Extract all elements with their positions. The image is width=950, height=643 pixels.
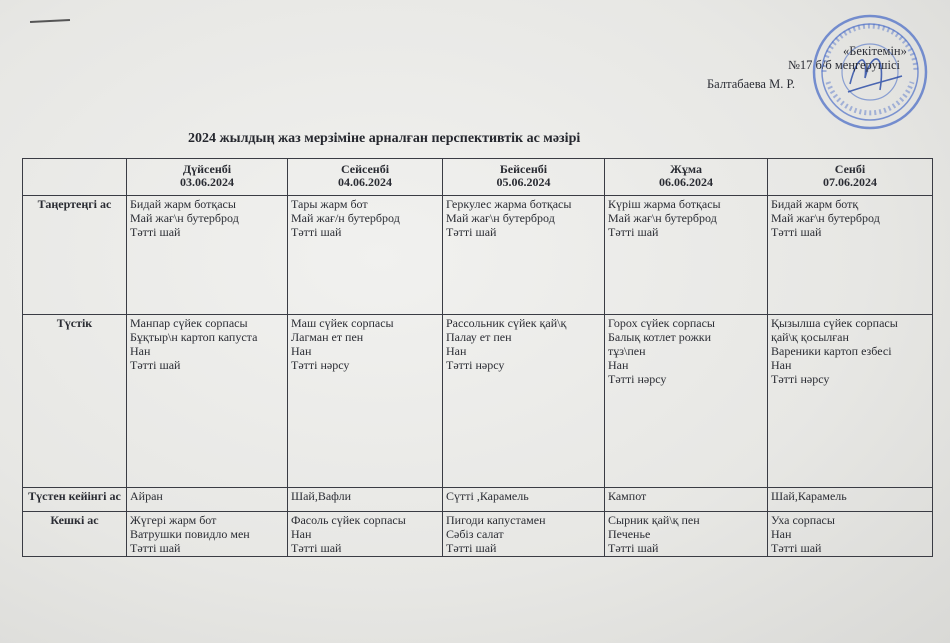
dish-item: Қызылша сүйек сорпасы <box>771 316 898 330</box>
dish-item: Кампот <box>608 489 647 503</box>
dish-item: Май жағ/н бутерброд <box>291 211 400 225</box>
menu-cell <box>127 196 288 315</box>
pen-mark <box>30 19 70 23</box>
dish-item: Жүгері жарм бот <box>130 513 217 527</box>
dish-item: Тәтті нәрсу <box>608 372 667 386</box>
dish-item: Сырник қай\қ пен <box>608 513 700 527</box>
document-title: 2024 жылдың жаз мерзіміне арналған перспективтік ас мәзірі <box>188 131 581 146</box>
dish-item: Тәтті шай <box>771 541 822 555</box>
menu-cell <box>443 315 605 488</box>
dish-item: Балық котлет рожки <box>608 330 712 344</box>
table-row <box>23 196 933 315</box>
dish-item: Уха сорпасы <box>771 513 835 527</box>
dish-item: Шай,Карамель <box>771 489 847 503</box>
menu-cell <box>768 315 933 488</box>
dish-item: Тәтті шай <box>771 225 822 239</box>
dish-item: Бұқтыр\н картоп капуста <box>130 330 258 344</box>
dish-item: Тәтті шай <box>130 541 181 555</box>
dish-item: Тәтті шай <box>291 541 342 555</box>
menu-cell <box>127 512 288 557</box>
dish-item: Тәтті шай <box>291 225 342 239</box>
dish-item: тұз\пен <box>608 344 646 358</box>
dish-item: Тәтті нәрсу <box>446 358 505 372</box>
header-corner-cell <box>23 159 127 196</box>
menu-cell <box>605 315 768 488</box>
dish-item: Нан <box>291 344 312 358</box>
meal-label: Түстен кейінгі ас <box>23 488 127 512</box>
dish-item: Нан <box>291 527 312 541</box>
dish-item: Тәтті шай <box>608 225 659 239</box>
dish-item: Айран <box>130 489 163 503</box>
dish-item: Пигоди капустамен <box>446 513 546 527</box>
dish-item: Бидай жарм ботқ <box>771 197 859 211</box>
menu-cell <box>768 488 933 512</box>
day-header: Сейсенбі 04.06.2024 <box>288 159 443 196</box>
menu-cell <box>127 315 288 488</box>
approval-name: Балтабаева М. Р. <box>707 77 795 91</box>
dish-item: Ватрушки повидло мен <box>130 527 250 541</box>
dish-item: Рассольник сүйек қай\қ <box>446 316 567 330</box>
dish-item: Нан <box>130 344 151 358</box>
approval-position: №17 б/б меңгерушісі <box>788 58 900 72</box>
menu-cell <box>768 196 933 315</box>
menu-cell <box>443 488 605 512</box>
dish-item: Нан <box>446 344 467 358</box>
approval-heading: «Бекітемін» <box>843 44 907 58</box>
dish-item: Май жағ\н бутерброд <box>771 211 880 225</box>
menu-cell <box>768 512 933 557</box>
menu-cell <box>288 488 443 512</box>
menu-cell <box>605 512 768 557</box>
dish-item: Тәтті шай <box>130 358 181 372</box>
meal-label: Кешкі ас <box>23 512 127 557</box>
dish-item: Фасоль сүйек сорпасы <box>291 513 406 527</box>
dish-item: Палау ет пен <box>446 330 512 344</box>
dish-item: Нан <box>771 527 792 541</box>
dish-item: Манпар сүйек сорпасы <box>130 316 248 330</box>
dish-item: Тәтті шай <box>446 541 497 555</box>
dish-item: Шай,Вафли <box>291 489 352 503</box>
dish-item: Лагман ет пен <box>291 330 364 344</box>
dish-item: Тәтті шай <box>130 225 181 239</box>
day-header: Сенбі 07.06.2024 <box>768 159 933 196</box>
menu-cell <box>127 488 288 512</box>
table-row <box>23 512 933 557</box>
dish-item: Нан <box>608 358 629 372</box>
dish-item: Тәтті шай <box>608 541 659 555</box>
menu-cell <box>443 196 605 315</box>
day-header: Бейсенбі 05.06.2024 <box>443 159 605 196</box>
meal-label: Түстік <box>23 315 127 488</box>
dish-item: Сәбіз салат <box>446 527 504 541</box>
dish-item: Май жағ\н бутерброд <box>130 211 239 225</box>
table-row <box>23 315 933 488</box>
dish-item: Маш сүйек сорпасы <box>291 316 394 330</box>
table-row <box>23 488 933 512</box>
dish-item: Тәтті шай <box>446 225 497 239</box>
day-header: Жұма 06.06.2024 <box>605 159 768 196</box>
menu-cell <box>288 315 443 488</box>
dish-item: Тәтті нәрсу <box>291 358 350 372</box>
dish-item: Май жағ\н бутерброд <box>446 211 555 225</box>
dish-item: Печенье <box>608 527 651 541</box>
table-header-row <box>23 159 933 196</box>
menu-cell <box>288 196 443 315</box>
menu-cell <box>605 488 768 512</box>
menu-table <box>22 158 933 557</box>
dish-item: Бидай жарм ботқасы <box>130 197 236 211</box>
dish-item: Сүтті ,Карамель <box>446 489 529 503</box>
dish-item: Май жағ\н бутерброд <box>608 211 717 225</box>
dish-item: Нан <box>771 358 792 372</box>
meal-label: Таңертеңгі ас <box>23 196 127 315</box>
dish-item: Горох сүйек сорпасы <box>608 316 715 330</box>
dish-item: Күріш жарма ботқасы <box>608 197 721 211</box>
menu-cell <box>605 196 768 315</box>
dish-item: қай\қ қосылған <box>771 330 849 344</box>
dish-item: Тәтті нәрсу <box>771 372 830 386</box>
menu-cell <box>288 512 443 557</box>
dish-item: Тары жарм бот <box>291 197 368 211</box>
day-header: Дүйсенбі 03.06.2024 <box>127 159 288 196</box>
dish-item: Геркулес жарма ботқасы <box>446 197 572 211</box>
dish-item: Вареники картоп езбесі <box>771 344 892 358</box>
menu-cell <box>443 512 605 557</box>
